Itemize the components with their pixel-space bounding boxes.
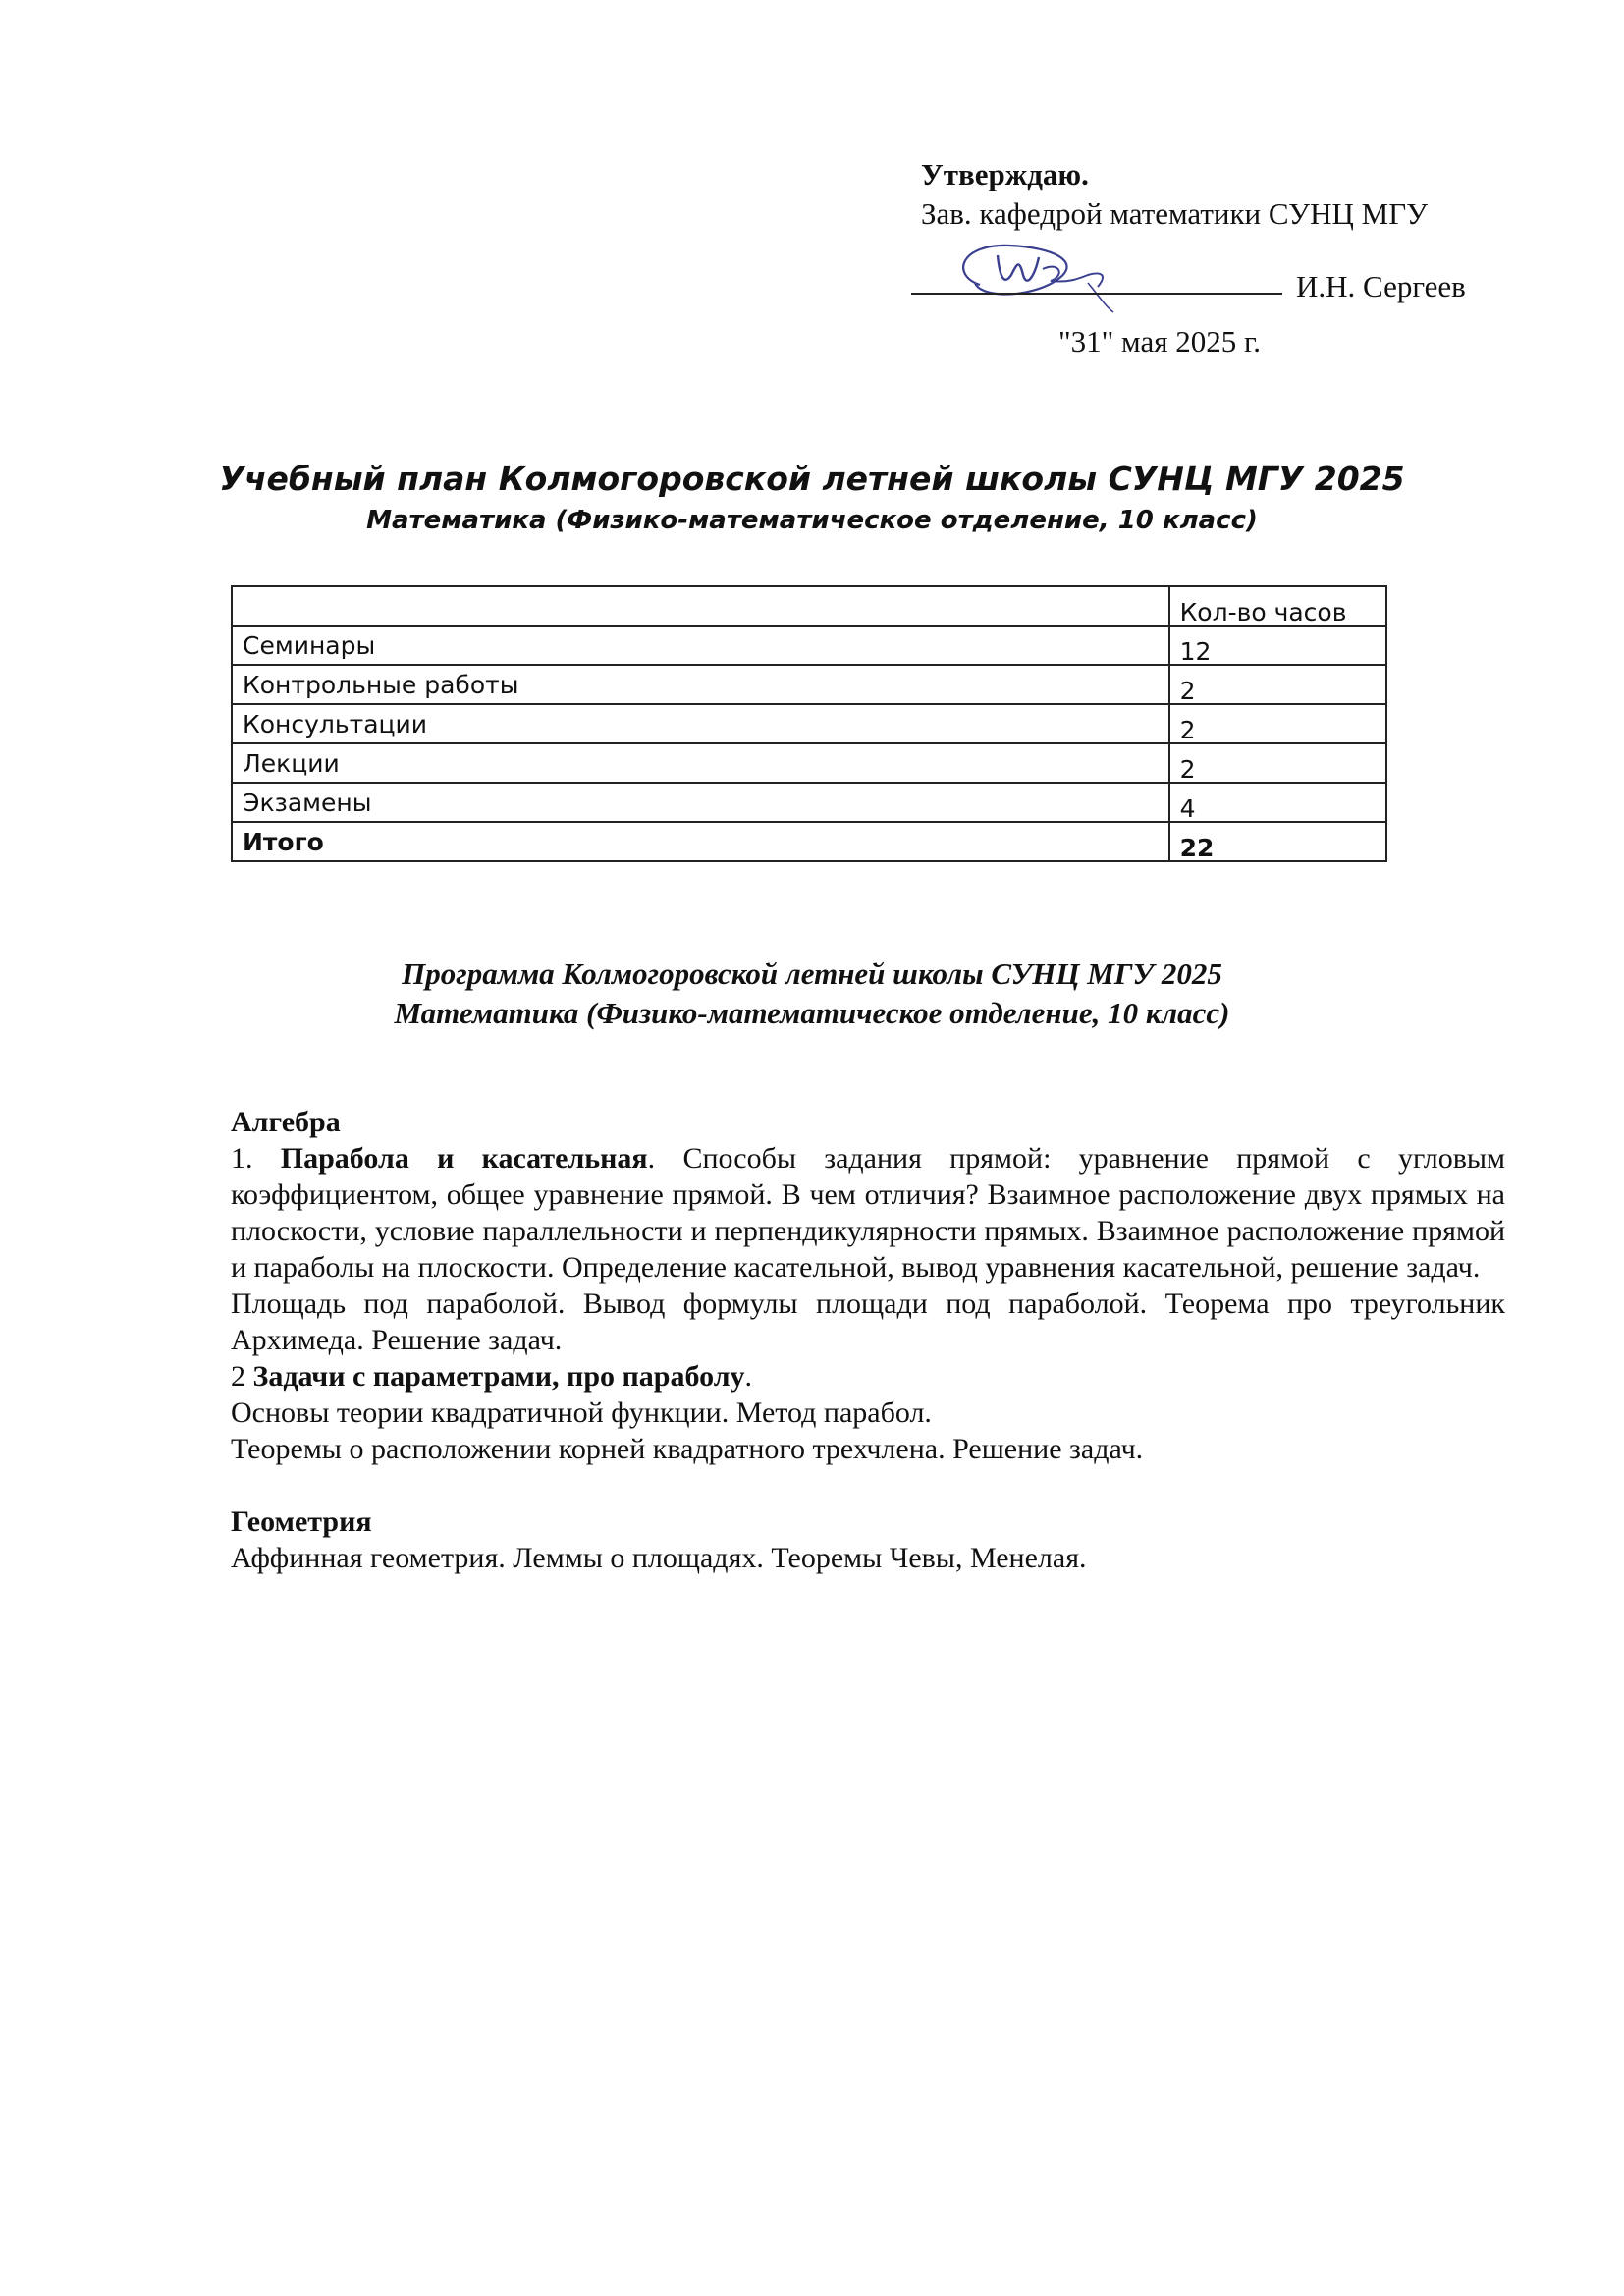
item-title: Парабола и касательная [280, 1142, 648, 1175]
row-hours: 4 [1179, 794, 1196, 823]
hours-table [231, 585, 1387, 862]
row-hours: 2 [1179, 677, 1196, 705]
total-hours: 22 [1179, 834, 1215, 862]
table-header-name [232, 586, 1169, 626]
signature-underline [911, 293, 1282, 295]
geometry-heading: Геометрия [231, 1505, 372, 1538]
algebra-item-2 [231, 1358, 1505, 1394]
signer-name: И.Н. Сергеев [1296, 269, 1466, 303]
plan-title: Учебный план Колмогоровской летней школы СУНЦ МГУ 2025 [219, 460, 1405, 498]
algebra-item-1 [231, 1140, 1505, 1285]
row-name: Консультации [243, 710, 428, 738]
row-hours: 12 [1179, 637, 1212, 666]
approval-date: "31" мая 2025 г. [1058, 324, 1261, 358]
table-row [232, 743, 1386, 783]
table-header-hours [1169, 586, 1386, 626]
total-name: Итого [243, 828, 324, 856]
plan-subtitle: Математика (Физико-математическое отделение, 10 класс) [366, 506, 1258, 535]
row-hours: 2 [1179, 755, 1196, 784]
signature-line [921, 242, 1510, 301]
program-subtitle: Математика (Физико-математическое отделение, 10 класс) [394, 996, 1230, 1030]
approver-position: Зав. кафедрой математики СУНЦ МГУ [921, 196, 1429, 231]
row-hours: 2 [1179, 716, 1196, 744]
row-name: Лекции [243, 749, 340, 778]
item-number: 1. [231, 1142, 281, 1175]
table-row [232, 704, 1386, 743]
program-body [231, 1104, 1505, 1576]
algebra-item-1-continued: Площадь под параболой. Вывод формулы площади под параболой. Теорема про треугольник Архимеда. Решение задач. [231, 1287, 1505, 1356]
approval-heading: Утверждаю. [921, 157, 1089, 191]
item-title: Задачи с параметрами, про параболу [252, 1360, 745, 1393]
row-name: Контрольные работы [243, 671, 519, 699]
geometry-text: Аффинная геометрия. Леммы о площадях. Теоремы Чевы, Менелая. [231, 1542, 1087, 1574]
table-header-row [232, 586, 1386, 626]
algebra-heading: Алгебра [231, 1106, 341, 1138]
item-text: . Способы задания прямой: уравнение прямой с угловым коэффициентом, общее уравнение прямой. В чем отличия? Взаимное расположение двух прямых на плоскости, условие параллельности и перпендикулярности прямых. Взаимное расположение прямой и параболы на плоскости. Определение касательной, вывод уравнения касательной, решение задач. [231, 1142, 1506, 1284]
algebra-item-2-line-1: Основы теории квадратичной функции. Метод парабол. [231, 1396, 932, 1429]
table-row [232, 665, 1386, 704]
approval-block [921, 155, 1510, 361]
table-row [232, 783, 1386, 822]
item-title-end: . [744, 1360, 753, 1393]
section-gap [231, 1467, 1505, 1503]
item-number: 2 [231, 1360, 253, 1393]
row-name: Экзамены [243, 789, 372, 817]
table-header-hours-label: Кол-во часов [1179, 598, 1347, 627]
program-title: Программа Колмогоровской летней школы СУНЦ МГУ 2025 [402, 957, 1222, 991]
row-name: Семинары [243, 631, 376, 660]
table-total-row [232, 822, 1386, 861]
algebra-item-2-line-2: Теоремы о расположении корней квадратного трехчлена. Решение задач. [231, 1433, 1144, 1465]
handwritten-signature [941, 236, 1137, 314]
table-row [232, 626, 1386, 665]
